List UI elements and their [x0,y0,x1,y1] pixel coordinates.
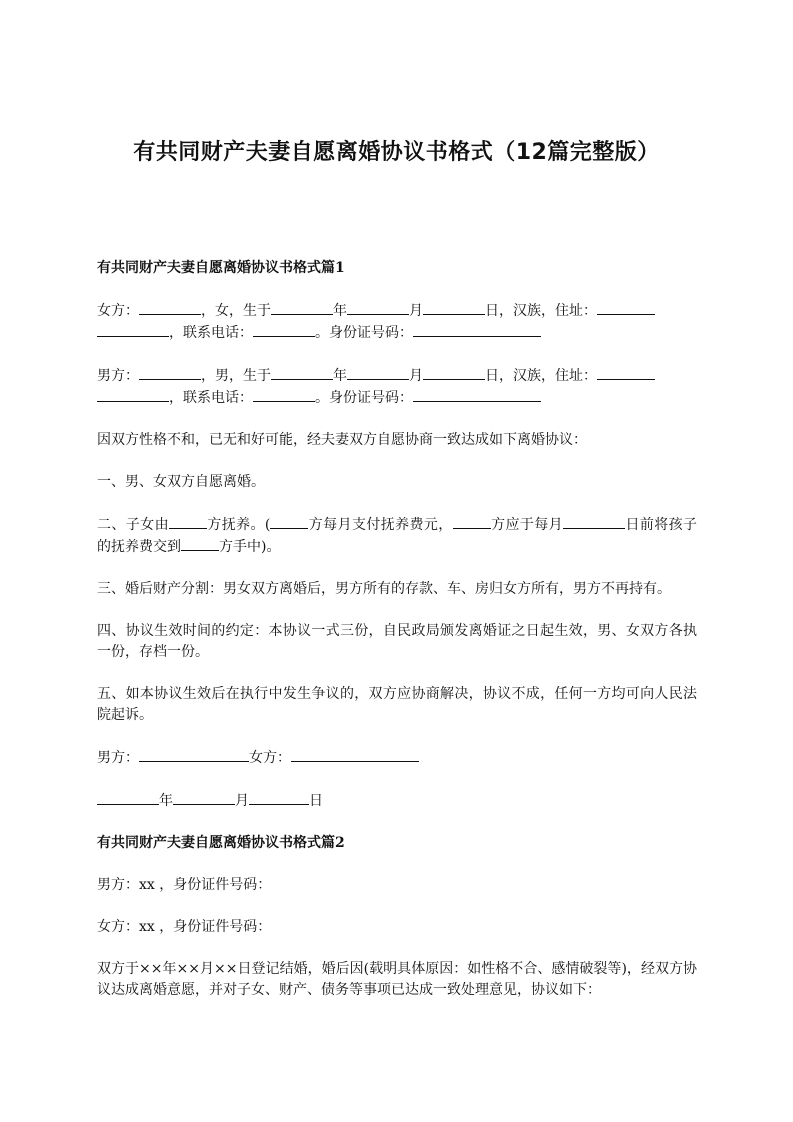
id-blank [413,387,541,402]
year-label: 年 [333,368,347,384]
sign-month-blank [173,790,235,805]
male-signature-label: 男方： [97,750,139,766]
pay-day-blank [563,514,625,529]
clause-2-text-c: 方每月支付抚养费元， [308,517,453,533]
agreement-intro: 因双方性格不和，已无和好可能，经夫妻双方自愿协商一致达成如下离婚协议： [97,432,587,448]
phone-label: ，联系电话： [169,390,253,406]
year-label: 年 [333,303,347,319]
female-signature-blank [291,747,419,762]
birth-month-blank [347,365,409,380]
recipient-blank [181,536,219,551]
day-address-label: 日，汉族，住址： [485,368,597,384]
clause-5: 五、如本协议生效后在执行中发生争议的，双方应协商解决，协议不成，任何一方均可向人民法院起诉。 [97,686,697,723]
clause-2-text-a: 二、子女由 [97,517,169,533]
document-body [97,258,697,1022]
date-day-label: 日 [309,793,323,809]
husband-id-line: 男方：xx ，身份证件号码： [97,877,272,893]
clause-1: 一、男、女双方自愿离婚。 [97,474,265,490]
female-signature-label: 女方： [249,750,291,766]
section-heading-1: 有共同财产夫妻自愿离婚协议书格式篇1 [97,260,345,276]
birth-year-blank [271,300,333,315]
husband-gender-text: ，男，生于 [201,368,271,384]
section-heading-2: 有共同财产夫妻自愿离婚协议书格式篇2 [97,835,345,851]
id-label: 。身份证号码： [315,390,413,406]
clause-2-text-b: 方抚养。( [206,517,271,533]
date-month-label: 月 [235,793,249,809]
section-2-intro: 双方于××年××月××日登记结婚，婚后因(载明具体原因：如性格不合、感情破裂等)，经双方协议达成离婚意愿，并对子女、财产、债务等事项已达成一致处理意见，协议如下： [97,961,697,998]
husband-label: 男方： [97,368,139,384]
address-blank [597,365,655,380]
month-label: 月 [409,368,423,384]
clause-4: 四、协议生效时间的约定：本协议一式三份，自民政局颁发离婚证之日起生效，男、女双方各执一份，存档一份。 [97,623,697,660]
clause-2-text-d: 方应于每月 [490,517,564,533]
clause-2-text-e: 日前将孩子的抚养费交到 [97,517,698,555]
birth-month-blank [347,300,409,315]
custody-blank [169,514,207,529]
clause-2 [97,514,697,558]
wife-id-line: 女方：xx ，身份证件号码： [97,919,272,935]
clause-3: 三、婚后财产分割：男女双方离婚后，男方所有的存款、车、房归女方所有，男方不再持有。 [97,581,671,597]
address-blank-cont [97,387,169,402]
name-blank [139,300,201,315]
day-address-label: 日，汉族，住址： [485,303,597,319]
male-signature-blank [139,747,249,762]
address-blank [597,300,655,315]
husband-info-paragraph [97,365,697,409]
id-label: 。身份证号码： [315,325,413,341]
wife-gender-text: ，女，生于 [201,303,271,319]
payer-blank [270,514,308,529]
wife-info-paragraph [97,300,697,344]
birth-day-blank [423,300,485,315]
payer-blank-2 [453,514,491,529]
sign-year-blank [97,790,159,805]
month-label: 月 [409,303,423,319]
birth-day-blank [423,365,485,380]
address-blank-cont [97,322,169,337]
clause-2-text-f: 方手中)。 [219,539,281,555]
id-blank [413,322,541,337]
sign-day-blank [249,790,309,805]
phone-blank [253,322,315,337]
phone-label: ，联系电话： [169,325,253,341]
date-year-label: 年 [159,793,173,809]
birth-year-blank [271,365,333,380]
phone-blank [253,387,315,402]
name-blank [139,365,201,380]
wife-label: 女方： [97,303,139,319]
document-title: 有共同财产夫妻自愿离婚协议书格式（12篇完整版） [133,140,660,165]
date-line [97,790,697,812]
signature-line [97,747,697,769]
